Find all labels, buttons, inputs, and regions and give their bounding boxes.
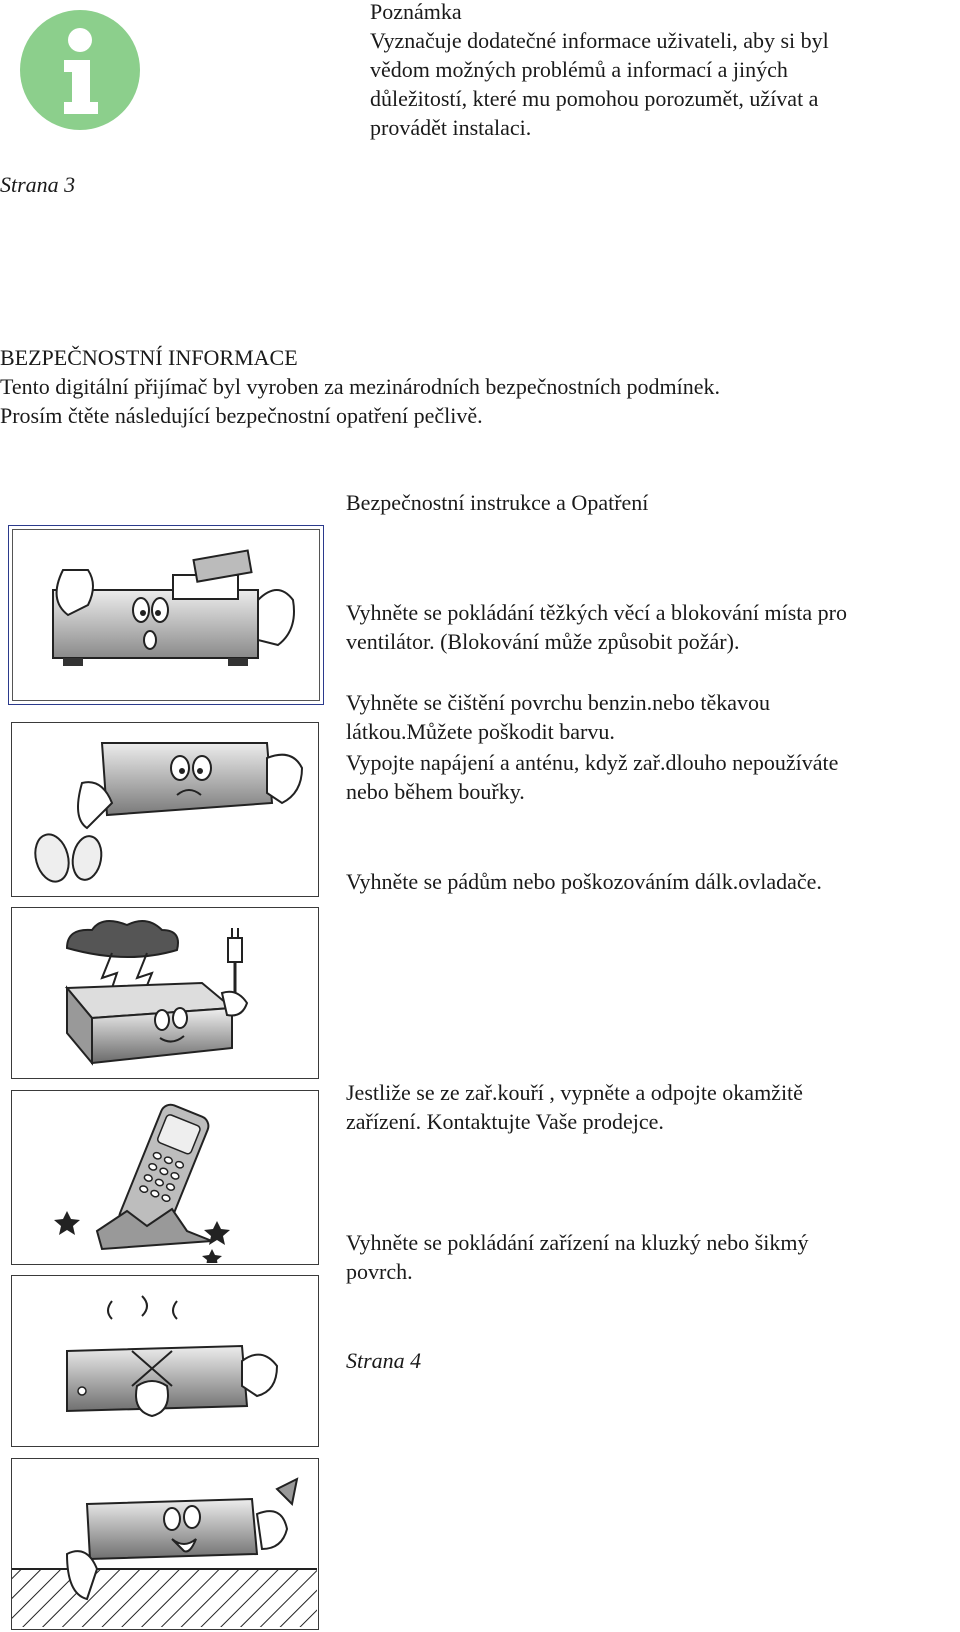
instruction-2-line-3: Vypojte napájení a anténu, když zař.dlouho nepoužíváte xyxy=(346,750,839,775)
note-line-1: Vyznačuje dodatečné informace uživateli, aby si byl xyxy=(370,28,829,53)
instruction-5-line-2: povrch. xyxy=(346,1259,413,1284)
note-line-4: provádět instalaci. xyxy=(370,115,532,140)
page-label-top: Strana 3 xyxy=(0,172,76,197)
safety-line-1: Tento digitální přijímač byl vyroben za mezinárodních bezpečnostních podmínek. xyxy=(0,374,720,399)
instruction-2-line-2: látkou.Můžete poškodit barvu. xyxy=(346,719,615,744)
instruction-3-line-1: Vyhněte se pádům nebo poškozováním dálk.ovladače. xyxy=(346,869,822,894)
instruction-4-line-1: Jestliže se ze zař.kouří , vypněte a odpojte okamžitě xyxy=(346,1080,803,1105)
remote-drop-illustration xyxy=(11,1090,319,1265)
page-label-bottom: Strana 4 xyxy=(346,1348,422,1373)
note-title: Poznámka xyxy=(370,0,462,24)
smoke-illustration xyxy=(11,1275,319,1447)
slippery-surface-illustration xyxy=(11,1458,319,1630)
instructions-heading: Bezpečnostní instrukce a Opatření xyxy=(346,490,649,515)
info-icon xyxy=(20,10,140,130)
note-line-3: důležitostí, které mu pomohou porozumět, užívat a xyxy=(370,86,819,111)
instruction-2-line-1: Vyhněte se čištění povrchu benzin.nebo těkavou xyxy=(346,690,770,715)
note-line-2: vědom možných problémů a informací a jiných xyxy=(370,57,788,82)
heavy-objects-illustration xyxy=(8,525,324,705)
instruction-4-line-2: zařízení. Kontaktujte Vaše prodejce. xyxy=(346,1109,664,1134)
instruction-1-line-2: ventilátor. (Blokování může způsobit požár). xyxy=(346,629,740,654)
storm-unplug-illustration xyxy=(11,907,319,1079)
safety-line-2: Prosím čtěte následující bezpečnostní opatření pečlivě. xyxy=(0,403,483,428)
instruction-5-line-1: Vyhněte se pokládání zařízení na kluzký nebo šikmý xyxy=(346,1230,809,1255)
cleaning-solvent-illustration xyxy=(11,722,319,897)
instruction-1-line-1: Vyhněte se pokládání těžkých věcí a blokování místa pro xyxy=(346,600,847,625)
safety-heading: BEZPEČNOSTNÍ INFORMACE xyxy=(0,345,298,370)
instruction-2-line-4: nebo během bouřky. xyxy=(346,779,525,804)
